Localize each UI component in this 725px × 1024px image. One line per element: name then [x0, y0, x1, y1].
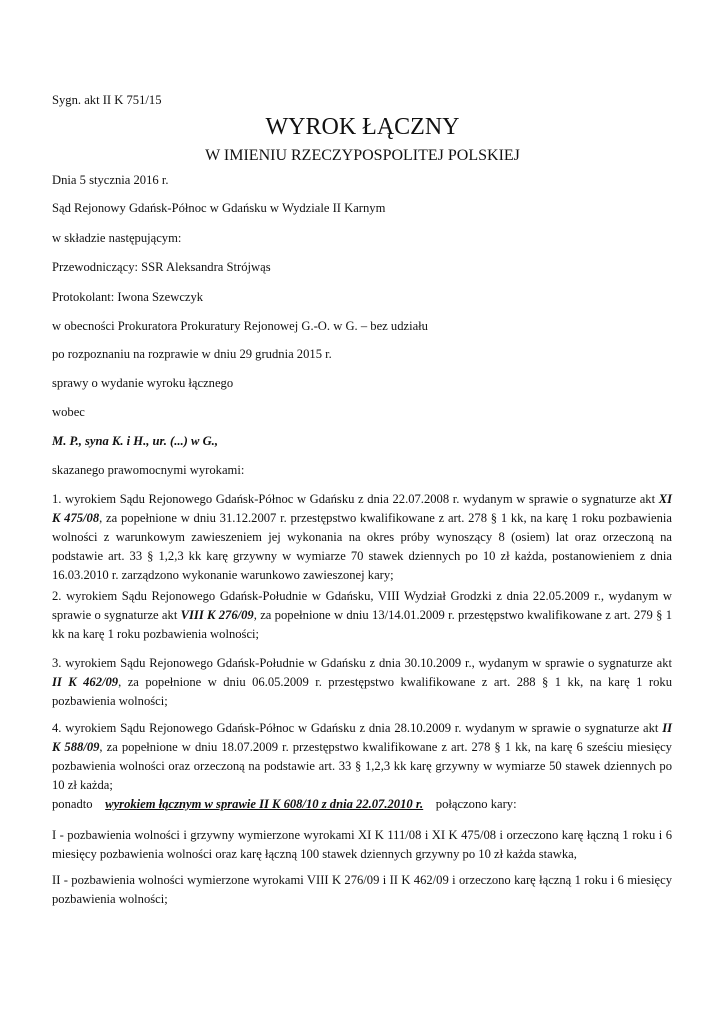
- combined-penalty-1: I - pozbawienia wolności i grzywny wymierzone wyrokami XI K 111/08 i XI K 475/08 i orzeczono karę łączną 1 roku i 6 miesięcy pozbawienia wolności oraz karę łączną 100 stawek dziennych grzywny po 10 zł każda stawka,: [52, 828, 672, 861]
- chair-judge: Przewodniczący: SSR Aleksandra Strójwąs: [52, 260, 271, 274]
- case-reference: VIII K 276/09: [180, 608, 254, 622]
- document-title: WYROK ŁĄCZNY: [265, 114, 460, 140]
- against-label: wobec: [52, 405, 85, 419]
- judgment-item-1: 1. wyrokiem Sądu Rejonowego Gdańsk-Północ w Gdańsku z dnia 22.07.2008 r. wydanym w sprawie o sygnaturze akt XI K 475/08, za popełnione w dniu 31.12.2007 r. przestępstwo kwalifikowane z art. 278 § 1 kk, na karę 1 roku pozbawienia wolności z warunkowym zawieszeniem jej wykonania na okres próby wynoszący 8 (osiem) lat oraz orzeczoną na podstawie art. 33 § 1,2,3 kk karę grzywny w wymiarze 70 stawek dziennych po 10 zł każda, postanowieniem z dnia 16.03.2010 r. zarządzono wykonanie warunkowo zawieszonej kary;: [52, 492, 672, 582]
- case-reference: II K 588/09: [52, 721, 672, 754]
- case-reference: II K 462/09: [52, 675, 119, 689]
- defendant-name: M. P., syna K. i H., ur. (...) w G.,: [52, 434, 218, 448]
- court-name: Sąd Rejonowy Gdańsk-Północ w Gdańsku w Wydziale II Karnym: [52, 201, 386, 215]
- judgment-date: Dnia 5 stycznia 2016 r.: [52, 173, 169, 187]
- convicted-label: skazanego prawomocnymi wyrokami:: [52, 463, 245, 477]
- document-subtitle: W IMIENIU RZECZYPOSPOLITEJ POLSKIEJ: [205, 147, 520, 164]
- case-reference: XI K 475/08: [52, 492, 672, 525]
- prior-combined-judgment: ponadto wyrokiem łącznym w sprawie II K 608/10 z dnia 22.07.2010 r. połączono kary:: [52, 797, 517, 811]
- judgment-item-2: 2. wyrokiem Sądu Rejonowego Gdańsk-Południe w Gdańsku, VIII Wydział Grodzki z dnia 22.05.2009 r., wydanym w sprawie o sygnaturze akt VIII K 276/09, za popełnione w dniu 13/14.01.2009 r. przestępstwo kwalifikowane z art. 279 § 1 kk na karę 1 roku pozbawienia wolności;: [52, 589, 672, 641]
- judgment-item-3: 3. wyrokiem Sądu Rejonowego Gdańsk-Południe w Gdańsku z dnia 30.10.2009 r., wydanym w sprawie o sygnaturze akt II K 462/09, za popełnione w dniu 06.05.2009 r. przestępstwo kwalifikowane z art. 288 § 1 kk, na karę 1 roku pozbawienia wolności;: [52, 656, 672, 708]
- combined-penalty-2: II - pozbawienia wolności wymierzone wyrokami VIII K 276/09 i II K 462/09 i orzeczono karę łączną 1 roku i 6 miesięcy pozbawienia wolności;: [52, 873, 672, 906]
- case-subject: sprawy o wydanie wyroku łącznego: [52, 376, 234, 390]
- combined-judgment-reference: wyrokiem łącznym w sprawie II K 608/10 z dnia 22.07.2010 r.: [105, 797, 424, 811]
- prosecutor-presence: w obecności Prokuratora Prokuratury Rejonowej G.-O. w G. – bez udziału: [52, 319, 428, 333]
- court-clerk: Protokolant: Iwona Szewczyk: [52, 290, 204, 304]
- hearing-date: po rozpoznaniu na rozprawie w dniu 29 grudnia 2015 r.: [52, 347, 332, 361]
- composition-label: w składzie następującym:: [52, 231, 182, 245]
- case-signature: Sygn. akt II K 751/15: [52, 93, 162, 107]
- judgment-item-4: 4. wyrokiem Sądu Rejonowego Gdańsk-Północ w Gdańsku z dnia 28.10.2009 r. wydanym w sprawie o sygnaturze akt II K 588/09, za popełnione w dniu 18.07.2009 r. przestępstwo kwalifikowane z art. 278 § 1 kk, na karę 6 sześciu miesięcy pozbawienia wolności oraz orzeczoną na podstawie art. 33 § 1,2,3 kk karę grzywny w wymiarze 50 stawek dziennych po 10 zł każda;: [52, 721, 672, 792]
